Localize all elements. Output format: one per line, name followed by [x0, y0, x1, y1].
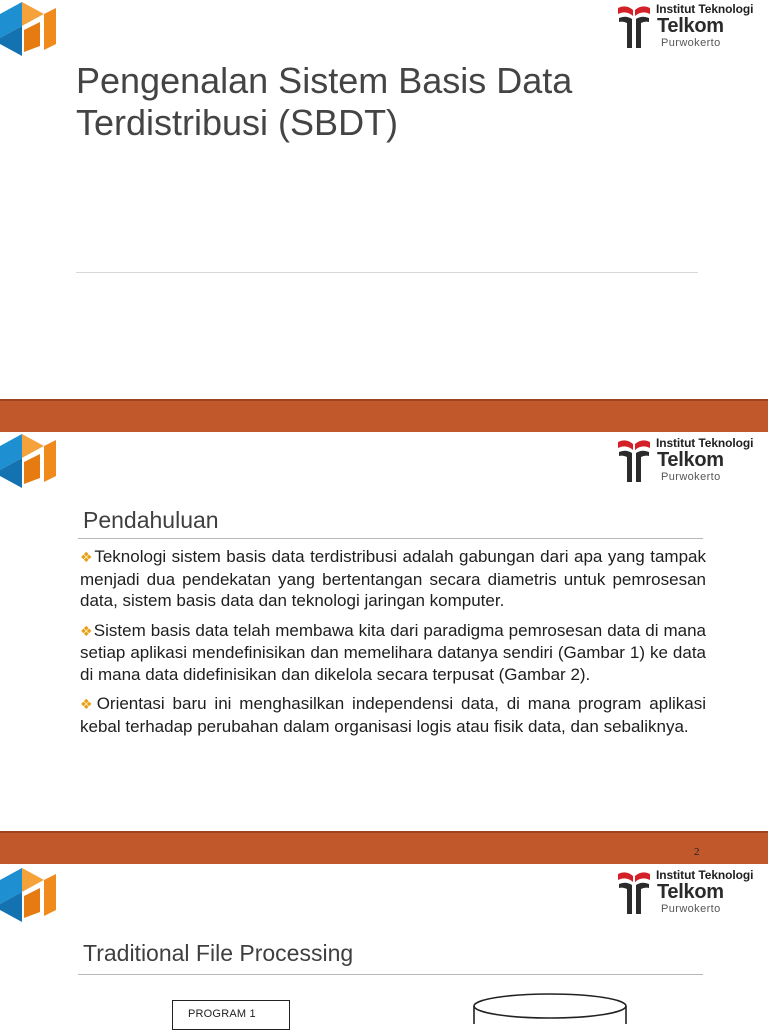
slide-title-line1: Pengenalan Sistem Basis Data [76, 60, 573, 101]
cube-logo-icon [0, 0, 58, 58]
program-box [172, 1000, 290, 1030]
section-heading-traditional-file-processing: Traditional File Processing [83, 940, 354, 966]
diamond-bullet-icon: ❖ [80, 622, 93, 639]
diamond-bullet-icon: ❖ [80, 696, 96, 712]
bullet-text: Sistem basis data telah membawa kita dari paradigma pemrosesan data di mana setiap aplikasi mendefinisikan dan memelihara datanya sendiri (Gambar 1) ke data di mana data didefinisikan dan dikelola secara terpusat (Gambar 2). [80, 620, 706, 684]
list-item [80, 693, 706, 737]
bullet-text: Orientasi baru ini menghasilkan independensi data, di mana program aplikasi kebal terhadap perubahan dalam organisasi logis atau fisik data, dan sebaliknya. [80, 694, 706, 736]
telkom-t-logo-icon [616, 4, 652, 48]
slide-footer-band [0, 831, 768, 864]
heading-divider [78, 974, 703, 975]
slide-title [76, 60, 696, 144]
slide-footer-band [0, 399, 768, 432]
institution-city: Purwokerto [661, 471, 721, 483]
program-label: PROGRAM 1 [188, 1008, 256, 1020]
list-item [80, 620, 706, 686]
list-item [80, 546, 706, 612]
institution-brand: Telkom [657, 881, 724, 903]
diamond-bullet-icon: ❖ [80, 549, 94, 565]
institution-city: Purwokerto [661, 37, 721, 49]
section-heading-pendahuluan: Pendahuluan [83, 507, 219, 533]
institution-line1: Institut Teknologi [656, 2, 754, 16]
title-divider [76, 272, 698, 273]
telkom-t-logo-icon [616, 438, 652, 482]
institution-city: Purwokerto [661, 903, 721, 915]
heading-divider [78, 538, 703, 539]
bullet-list [80, 546, 706, 745]
institution-line1: Institut Teknologi [656, 868, 754, 882]
telkom-logo [614, 436, 766, 484]
telkom-t-logo-icon [616, 870, 652, 914]
cube-logo-icon [0, 866, 58, 924]
telkom-logo [614, 868, 766, 916]
institution-line1: Institut Teknologi [656, 436, 754, 450]
cube-logo-icon [0, 432, 58, 490]
database-cylinder-icon [470, 990, 630, 1024]
bullet-text: Teknologi sistem basis data terdistribusi adalah gabungan dari apa yang tampak menjadi dua pendekatan yang bertentangan secara diametris untuk pemrosesan data, sistem basis data dan teknologi jaringan komputer. [80, 547, 707, 610]
page-number: 2 [694, 846, 700, 858]
institution-brand: Telkom [657, 449, 724, 471]
telkom-logo [614, 2, 766, 50]
institution-brand: Telkom [657, 15, 724, 37]
slide-1 [0, 0, 768, 400]
slide-title-line2: Terdistribusi (SBDT) [76, 102, 399, 143]
